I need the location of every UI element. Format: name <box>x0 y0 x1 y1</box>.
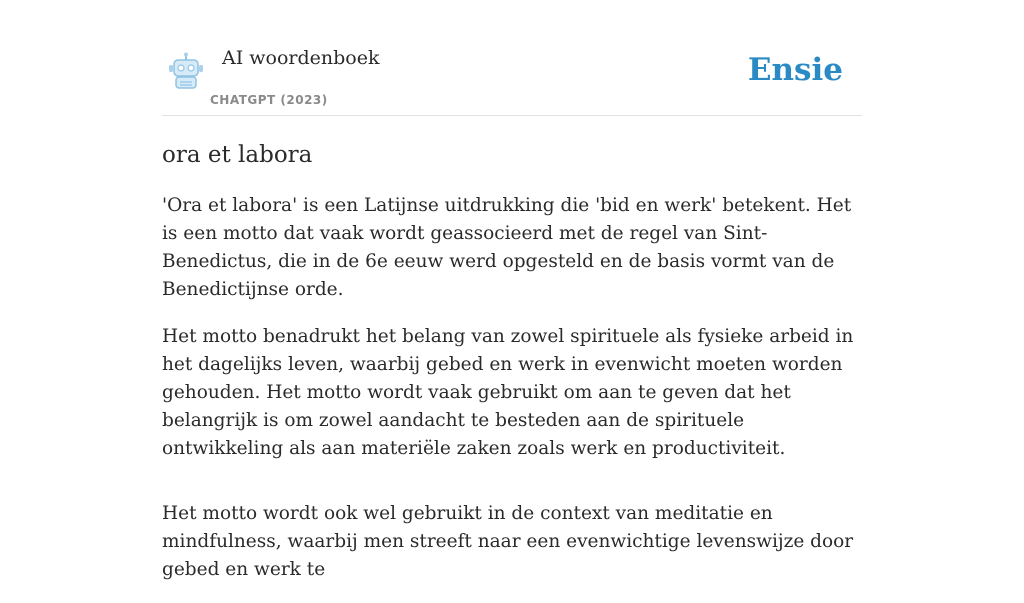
dictionary-source: CHATGPT (2023) <box>210 93 328 107</box>
brand-logo-link[interactable]: Ensie <box>747 52 843 88</box>
dictionary-title[interactable]: AI woordenboek <box>222 47 380 69</box>
robot-icon <box>166 52 206 90</box>
definition-paragraph-3: Het motto wordt ook wel gebruikt in de context van meditatie en mindfulness, waarbij men streeft naar een evenwichtige levenswijze door gebed en werk te <box>162 503 854 580</box>
definition-paragraph-2: Het motto benadrukt het belang van zowel spirituele als fysieke arbeid in het dagelijks leven, waarbij gebed en werk in evenwicht moeten worden gehouden. Het motto wordt vaak gebruikt om aan te geven dat het belangrijk is om zowel aandacht te besteden aan de spirituele ontwikkeling als aan materiële zaken zoals werk en productiviteit. <box>162 326 854 459</box>
definition-paragraph-1: 'Ora et labora' is een Latijnse uitdrukking die 'bid en werk' betekent. Het is een motto dat vaak wordt geassocieerd met de regel van Sint-Benedictus, die in de 6e eeuw werd opgesteld en de basis vormt van de Benedictijnse orde. <box>162 195 852 300</box>
page-container <box>162 0 862 603</box>
entry-term: ora et labora <box>162 142 313 168</box>
entry-header <box>162 0 862 116</box>
entry-definition <box>162 192 862 584</box>
